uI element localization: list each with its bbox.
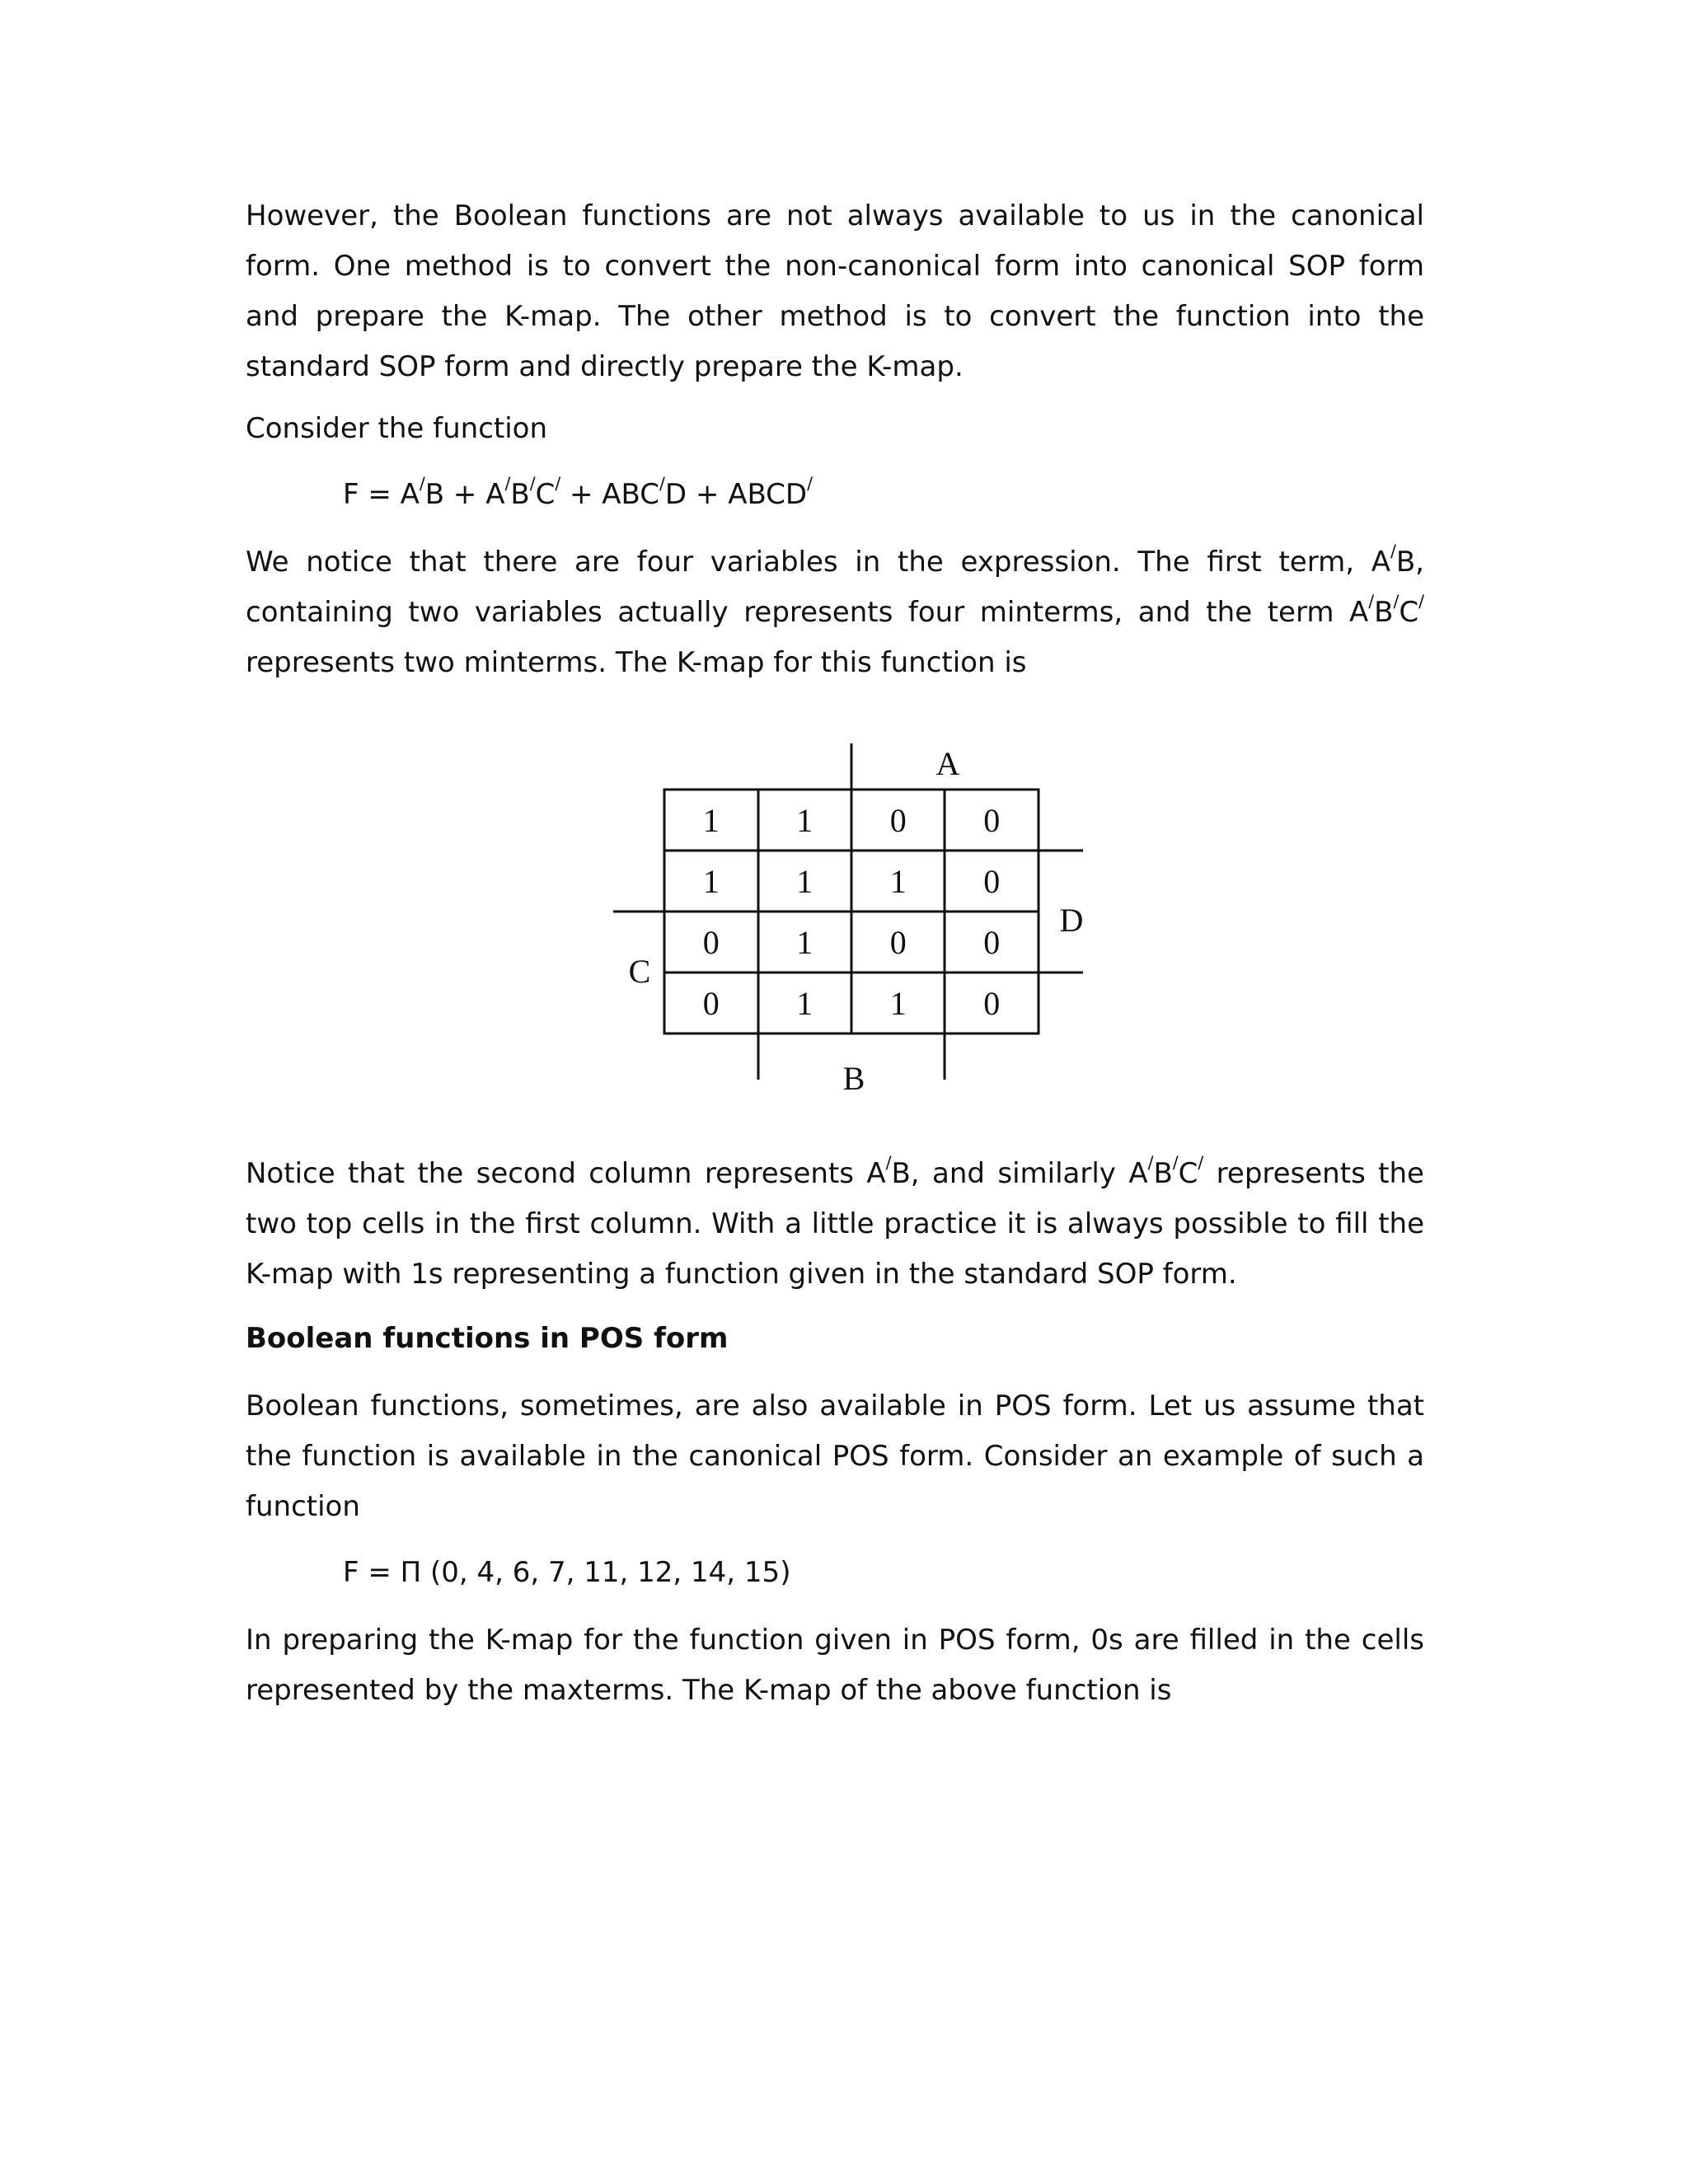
kmap-cell-r2-c0: 0 (702, 924, 720, 961)
kmap-cell-r2-c2: 0 (889, 924, 907, 961)
kmap-cell-r1-c2: 1 (889, 863, 907, 900)
eq-part: C (535, 478, 556, 511)
kmap-cell-r1-c3: 0 (983, 863, 1001, 900)
kmap-label-c: C (628, 953, 651, 990)
equation-pos: F = Π (0, 4, 6, 7, 11, 12, 14, 15) (343, 1556, 791, 1589)
kmap-cell-r1-c0: 1 (702, 863, 720, 900)
prime-mark: / (1198, 1152, 1204, 1173)
kmap-cell-r2-c1: 1 (796, 924, 814, 961)
prime-mark: / (419, 473, 425, 494)
kmap-label-a: A (935, 745, 960, 782)
kmap-cell-r0-c0: 1 (702, 802, 720, 839)
prime-mark: / (1172, 1152, 1179, 1173)
prime-mark: / (807, 473, 813, 494)
kmap-cell-r3-c3: 0 (983, 985, 1001, 1022)
eq-part: B (510, 478, 530, 511)
paragraph-intro: However, the Boolean functions are not always available to us in the canonical form. One method is to convert the non-canonical form into canonical SOP form and prepare the K-map. The other method is to convert the function into the standard SOP form and directly prepare the K-map. (246, 199, 1424, 383)
prime-mark: / (555, 473, 561, 494)
prime-mark: / (504, 473, 511, 494)
kmap-cell-r3-c2: 1 (889, 985, 907, 1022)
kmap-label-b: B (842, 1060, 865, 1097)
text-part: B, containing two variables actually represents four minterms, and the term A (246, 546, 1424, 629)
kmap-cell-r0-c2: 0 (889, 802, 907, 839)
kmap-cell-r0-c1: 1 (796, 802, 814, 839)
eq-part: F = A (343, 478, 420, 511)
text-part: B (1374, 596, 1394, 629)
kmap-cell-r1-c1: 1 (796, 863, 814, 900)
prime-mark: / (1147, 1152, 1154, 1173)
text-part: C (1178, 1157, 1198, 1190)
text-part: Notice that the second column represents A (246, 1157, 886, 1190)
eq-part: B + A (424, 478, 505, 511)
text-part: B (1153, 1157, 1173, 1190)
eq-part: D + ABCD (664, 478, 808, 511)
paragraph-maxterms: In preparing the K-map for the function given in POS form, 0s are filled in the cells represented by the maxterms. The K-map of the above function is (246, 1624, 1424, 1707)
text-part: represents two minterms. The K-map for this function is (246, 646, 1027, 679)
prime-mark: / (659, 473, 665, 494)
kmap-cell-r0-c3: 0 (983, 802, 1001, 839)
prime-mark: / (1390, 541, 1396, 561)
kmap-cell-r3-c1: 1 (796, 985, 814, 1022)
prime-mark: / (1418, 591, 1424, 612)
paragraph-consider: Consider the function (246, 412, 548, 445)
kmap-grid (613, 743, 1083, 1080)
text-part: We notice that there are four variables in the expression. The first term, A (246, 546, 1390, 579)
section-heading: Boolean functions in POS form (246, 1322, 729, 1355)
prime-mark: / (529, 473, 536, 494)
prime-mark: / (1368, 591, 1375, 612)
kmap-label-d: D (1059, 902, 1084, 939)
text-part: C (1399, 596, 1419, 629)
prime-mark: / (1393, 591, 1400, 612)
paragraph-pos: Boolean functions, sometimes, are also available in POS form. Let us assume that the function is available in the canonical POS form. Consider an example of such a function (246, 1390, 1424, 1523)
kmap-cell-r2-c3: 0 (983, 924, 1001, 961)
prime-mark: / (885, 1152, 892, 1173)
paragraph-notice-columns (246, 1149, 1424, 1300)
text-part: represents the two top cells in the first column. With a little practice it is always possible to fill the K-map with 1s representing a function given in the standard SOP form. (246, 1157, 1424, 1291)
eq-part: + ABC (560, 478, 660, 511)
text-part: B, and similarly A (891, 1157, 1148, 1190)
kmap-cell-r3-c0: 0 (702, 985, 720, 1022)
